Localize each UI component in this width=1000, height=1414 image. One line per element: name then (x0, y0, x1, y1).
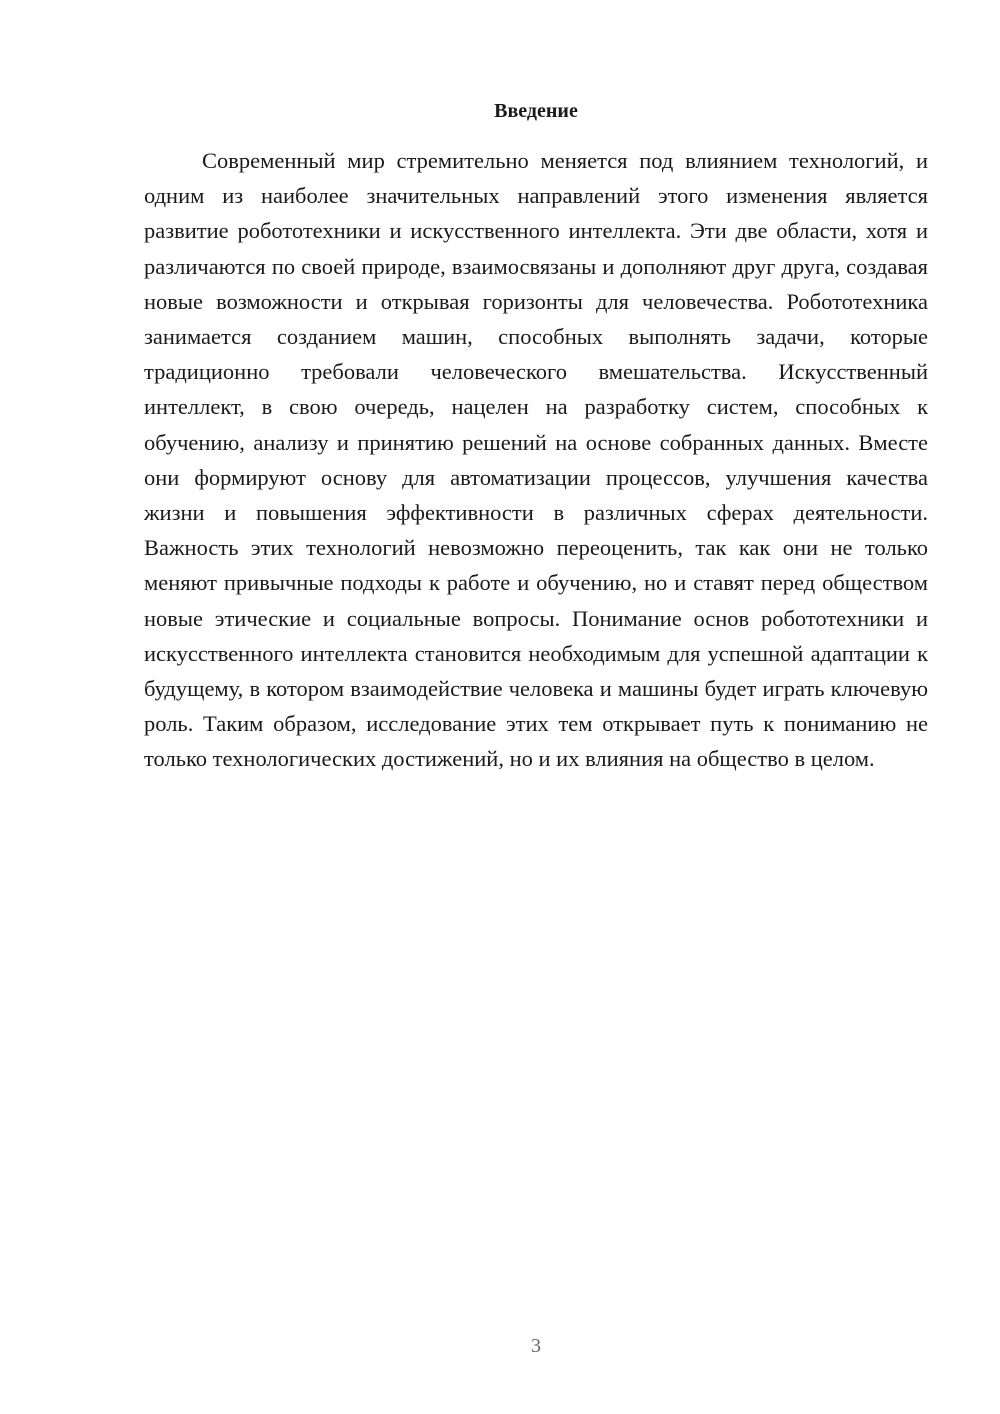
page-number: 3 (531, 1335, 541, 1357)
section-heading: Введение (494, 100, 578, 122)
body-paragraph: Современный мир стремительно меняется под влиянием технологий, и одним из наиболее значительных направлений этого изменения является развитие робототехники и искусственного интеллекта. Эти две области, хотя и различаются по своей природе, взаимосвязаны и дополняют друг друга, создавая новые возможности и открывая горизонты для человечества. Робототехника занимается созданием машин, способных выполнять задачи, которые традиционно требовали человеческого вмешательства. Искусственный интеллект, в свою очередь, нацелен на разработку систем, способных к обучению, анализу и принятию решений на основе собранных данных. Вместе они формируют основу для автоматизации процессов, улучшения качества жизни и повышения эффективности в различных сферах деятельности. Важность этих технологий невозможно переоценить, так как они не только меняют привычные подходы к работе и обучению, но и ставят перед обществом новые этические и социальные вопросы. Понимание основ робототехники и искусственного интеллекта становится необходимым для успешной адаптации к будущему, в котором взаимодействие человека и машины будет играть ключевую роль. Таким образом, исследование этих тем открывает путь к пониманию не только технологических достижений, но и их влияния на общество в целом. (144, 148, 928, 772)
